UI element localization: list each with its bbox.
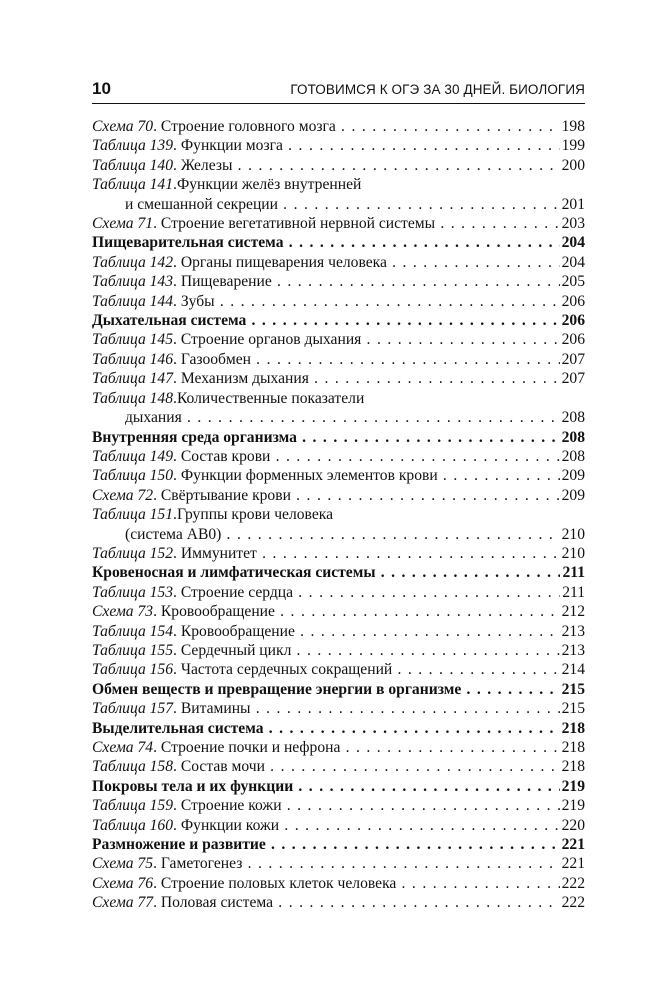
toc-entry-kind: Таблица 146 [92, 350, 174, 368]
toc-entry-row [92, 757, 585, 776]
toc-entry-title: Строение вегетативной нервной системы [160, 215, 436, 233]
toc-section-title: Обмен веществ и превращение энергии в организме . . . [92, 680, 560, 699]
toc-entry-title: Функции мозга [180, 137, 283, 155]
toc-page-number: 215 [561, 700, 585, 718]
toc-entry-title: Механизм дыхания [180, 370, 309, 388]
toc-entry-leader: Таблица 154. Кровообращение . . . [92, 622, 560, 641]
toc-entry-title: Гаметогенез [160, 855, 243, 873]
toc-entry-kind: Схема 70 [92, 118, 154, 135]
toc-entry-title: Зубы [180, 292, 215, 310]
toc-entry-leader: Схема 72. Свёртывание крови . . . [92, 486, 560, 505]
toc-entry-kind: Схема 76 [92, 874, 154, 892]
toc-entry-title: Иммунитет [180, 544, 257, 562]
toc-entry-kind: Таблица 141 [92, 176, 174, 194]
toc-entry-kind: Схема 73 [92, 603, 154, 621]
toc-page-number: 200 [561, 156, 585, 174]
toc-entry-row [92, 583, 585, 602]
toc-entry-kind: Таблица 143 [92, 273, 174, 291]
toc-entry-kind: Схема 77 [92, 894, 154, 912]
toc-entry-kind: Таблица 156 [92, 661, 174, 679]
toc-page-number: 219 [561, 777, 585, 795]
toc-section-title: Покровы тела и их функции . . . [92, 777, 560, 796]
toc-page-number: 213 [561, 641, 585, 659]
toc-entry-title: Состав мочи [180, 758, 265, 776]
toc-entry-leader: Таблица 157. Витамины . . . [92, 699, 560, 718]
toc-entry-kind: Таблица 142 [92, 253, 174, 271]
toc-entry-title: Свёртывание крови [160, 486, 291, 504]
toc-entry-kind: Таблица 157 [92, 700, 174, 718]
toc-entry-row [92, 350, 585, 369]
page-number: 10 [92, 79, 111, 98]
toc-section-row [92, 719, 585, 738]
toc-entry-kind: Таблица 145 [92, 331, 174, 349]
toc-page-number: 207 [561, 350, 585, 368]
toc-entry-row [92, 369, 585, 388]
toc-page-number: 210 [561, 544, 585, 562]
toc-section-title: Размножение и развитие . . . [92, 835, 560, 854]
toc-section-row [92, 777, 585, 796]
toc-entry-title: Кровообращение [180, 622, 295, 640]
toc-entry-row [92, 641, 585, 660]
toc-entry-row [92, 253, 585, 272]
toc-section-title: Кровеносная и лимфатическая системы . . . [92, 563, 560, 582]
toc-entry-row [92, 854, 585, 873]
toc-entry-leader: Таблица 144. Зубы . . . [92, 292, 560, 311]
toc-entry-kind: Таблица 155 [92, 641, 174, 659]
toc-page-number: 208 [561, 409, 585, 427]
toc-entry-kind: Таблица 154 [92, 622, 174, 640]
toc-entry-kind: Таблица 140 [92, 156, 174, 174]
toc-entry-title: Сердечный цикл [180, 641, 292, 659]
toc-page-number: 219 [561, 797, 585, 815]
toc-page-number: 199 [561, 137, 585, 155]
toc-entry-leader: Схема 74. Строение почки и нефрона . . . [92, 738, 560, 757]
toc-entry-leader: Таблица 152. Иммунитет . . . [92, 544, 560, 563]
toc-entry-continuation-row [92, 195, 585, 214]
toc-entry-row [92, 466, 585, 485]
toc-entry-row [92, 136, 585, 155]
toc-entry-leader: Таблица 147. Механизм дыхания . . . [92, 369, 560, 388]
toc-page-number: 201 [561, 195, 585, 213]
toc-entry-leader: Таблица 149. Состав крови . . . [92, 447, 560, 466]
toc-entry-leader: Таблица 155. Сердечный цикл . . . [92, 641, 560, 660]
toc-entry-leader: Таблица 158. Состав мочи . . . [92, 757, 560, 776]
toc-entry-kind: Таблица 159 [92, 797, 174, 815]
toc-section-row [92, 428, 585, 447]
toc-entry-kind: Схема 71 [92, 215, 154, 233]
toc-entry-kind: Таблица 139 [92, 137, 174, 155]
toc-section-title: Выделительная система . . . [92, 719, 560, 738]
toc-page-number: 218 [561, 758, 585, 776]
toc-entry-leader: Схема 77. Половая система . . . [92, 893, 560, 912]
toc-entry-row [92, 330, 585, 349]
toc-entry-row: Таблица 141 . Функции желёз внутренней [92, 176, 362, 194]
toc-entry-continuation-row [92, 525, 585, 544]
toc-entry-leader: Таблица 160. Функции кожи . . . [92, 816, 560, 835]
toc-entry-title: Строение почки и нефрона [160, 739, 341, 756]
toc-entry-leader: Схема 75. Гаметогенез . . . [92, 854, 560, 873]
toc-page-number: 218 [561, 739, 585, 756]
toc-section-row [92, 233, 585, 252]
toc-section-title: Внутренняя среда организма . . . [92, 428, 560, 447]
toc-page-number: 208 [561, 447, 585, 465]
toc-entry-row [92, 214, 585, 233]
toc-entry-row [92, 738, 585, 757]
toc-entry-title: Функции кожи [180, 816, 280, 834]
toc-page-number: 208 [561, 428, 585, 446]
toc-entry-leader: Таблица 153. Строение сердца . . . [92, 583, 560, 602]
toc-entry-kind: Таблица 158 [92, 758, 174, 776]
toc-entry-leader: Таблица 140. Железы . . . [92, 156, 560, 175]
toc-page-number: 198 [561, 118, 585, 135]
toc-entry-title: Пищеварение [180, 273, 272, 291]
toc-entry-kind: Таблица 160 [92, 816, 174, 834]
toc-entry-leader: Таблица 142. Органы пищеварения человека . . . [92, 253, 560, 272]
toc-entry-title: Кровообращение [160, 603, 275, 621]
toc-entry-title: Состав крови [180, 447, 271, 465]
toc-page-number: 214 [561, 661, 585, 679]
toc-entry-title: Органы пищеварения человека [180, 253, 387, 271]
toc-entry-row [92, 893, 585, 912]
toc-page-number: 204 [561, 253, 585, 271]
toc-page-number: 220 [561, 816, 585, 834]
toc-entry-kind: Таблица 148 [92, 389, 174, 407]
toc-entry-leader: Таблица 156. Частота сердечных сокращений . . . [92, 660, 560, 679]
toc-entry-leader: Схема 76. Строение половых клеток человека . . . [92, 874, 560, 893]
toc-entry-title: Количественные показатели [176, 389, 365, 407]
toc-entry-row [92, 622, 585, 641]
toc-page-number: 221 [561, 836, 585, 854]
toc-entry-leader: Схема 71. Строение вегетативной нервной системы . . . [92, 214, 560, 233]
toc-page-number: 212 [561, 603, 585, 621]
toc-entry-title: Функции форменных элементов крови [180, 467, 438, 485]
toc-section-row [92, 563, 585, 582]
toc-entry-continuation: (система АВ0) . . . [125, 525, 560, 544]
toc-entry-kind: Схема 72 [92, 486, 154, 504]
toc-entry-leader: Таблица 146. Газообмен . . . [92, 350, 560, 369]
toc-entry-leader: Таблица 159. Строение кожи . . . [92, 796, 560, 815]
toc-entry-row [92, 117, 585, 136]
toc-entry-title: Строение сердца [180, 583, 294, 601]
page-header [92, 79, 585, 105]
toc-section-row [92, 680, 585, 699]
toc-entry-title: Строение кожи [180, 797, 282, 815]
toc-page-number: 211 [562, 583, 585, 601]
toc-entry-leader: Таблица 139. Функции мозга . . . [92, 136, 560, 155]
toc-section-row [92, 311, 585, 330]
toc-entry-continuation: дыхания . . . [125, 408, 560, 427]
toc-section-row [92, 835, 585, 854]
toc-entry-title: Строение половых клеток человека [160, 874, 397, 892]
toc-entry-title: Витамины [180, 700, 251, 718]
toc-entry-row [92, 292, 585, 311]
toc-entry-kind: Таблица 151 [92, 506, 174, 524]
toc-entry-row: Таблица 151 . Группы крови человека [92, 506, 333, 524]
toc-entry-row [92, 544, 585, 563]
toc-page-number: 209 [561, 486, 585, 504]
toc-entry-row [92, 602, 585, 621]
toc-page-number: 209 [561, 467, 585, 485]
toc-entry-leader: Таблица 145. Строение органов дыхания . . . [92, 330, 560, 349]
toc-entry-kind: Таблица 144 [92, 292, 174, 310]
toc-entry-row [92, 660, 585, 679]
toc-entry-title: Функции желёз внутренней [176, 176, 362, 194]
toc-entry-row [92, 816, 585, 835]
toc-entry-row [92, 447, 585, 466]
toc-entry-kind: Таблица 153 [92, 583, 174, 601]
toc-page-number: 206 [561, 292, 585, 310]
toc-entry-title: Группы крови человека [176, 506, 333, 524]
toc-page-number: 204 [561, 234, 585, 252]
toc-page-number: 205 [561, 273, 585, 291]
toc-entry-title: Частота сердечных сокращений [180, 661, 393, 679]
running-title: ГОТОВИМСЯ К ОГЭ ЗА 30 ДНЕЙ. БИОЛОГИЯ [290, 82, 585, 97]
toc-entry-title: Строение органов дыхания [180, 331, 362, 349]
toc-entry-kind: Таблица 149 [92, 447, 174, 465]
toc-page-number: 206 [561, 331, 585, 349]
toc-entry-row [92, 796, 585, 815]
toc-entry-title: Половая система [160, 894, 274, 912]
toc-page-number: 215 [561, 680, 585, 698]
toc-entry-continuation: и смешанной секреции . . . [125, 195, 560, 214]
toc-entry-title: Железы [180, 156, 233, 174]
toc-entry-kind: Таблица 147 [92, 370, 174, 388]
toc-page-number: 203 [561, 215, 585, 233]
toc-entry-kind: Схема 74 [92, 739, 154, 756]
toc-page-number: 206 [561, 312, 585, 330]
toc-entry-row: Таблица 148 . Количественные показатели [92, 389, 365, 407]
toc-entry-leader: Схема 70. Строение головного мозга . . . [92, 117, 560, 136]
toc-entry-title: Строение головного мозга [160, 118, 336, 135]
toc-section-title: Пищеварительная система . . . [92, 233, 560, 252]
toc-page-number: 210 [561, 525, 585, 543]
toc-entry-row [92, 486, 585, 505]
toc-section-title: Дыхательная система . . . [92, 311, 560, 330]
toc-entry-continuation-row [92, 408, 585, 427]
toc-entry-row [92, 699, 585, 718]
toc-page-number: 221 [561, 855, 585, 873]
toc-page-number: 211 [562, 564, 585, 582]
toc-page-number: 222 [561, 894, 585, 912]
toc-page-number: 213 [561, 622, 585, 640]
toc-entry-leader: Схема 73. Кровообращение . . . [92, 602, 560, 621]
toc-entry-row [92, 272, 585, 291]
toc-entry-row [92, 156, 585, 175]
toc-entry-kind: Таблица 152 [92, 544, 174, 562]
toc-entry-kind: Таблица 150 [92, 467, 174, 485]
header-rule [92, 103, 585, 104]
table-of-contents [92, 117, 585, 913]
toc-page-number: 222 [561, 874, 585, 892]
toc-entry-row [92, 874, 585, 893]
toc-page-number: 218 [561, 719, 585, 737]
toc-entry-leader: Таблица 143. Пищеварение . . . [92, 272, 560, 291]
toc-entry-kind: Схема 75 [92, 855, 154, 873]
toc-entry-leader: Таблица 150. Функции форменных элементов крови . . . [92, 466, 560, 485]
toc-entry-title: Газообмен [180, 350, 251, 368]
toc-page-number: 207 [561, 370, 585, 388]
